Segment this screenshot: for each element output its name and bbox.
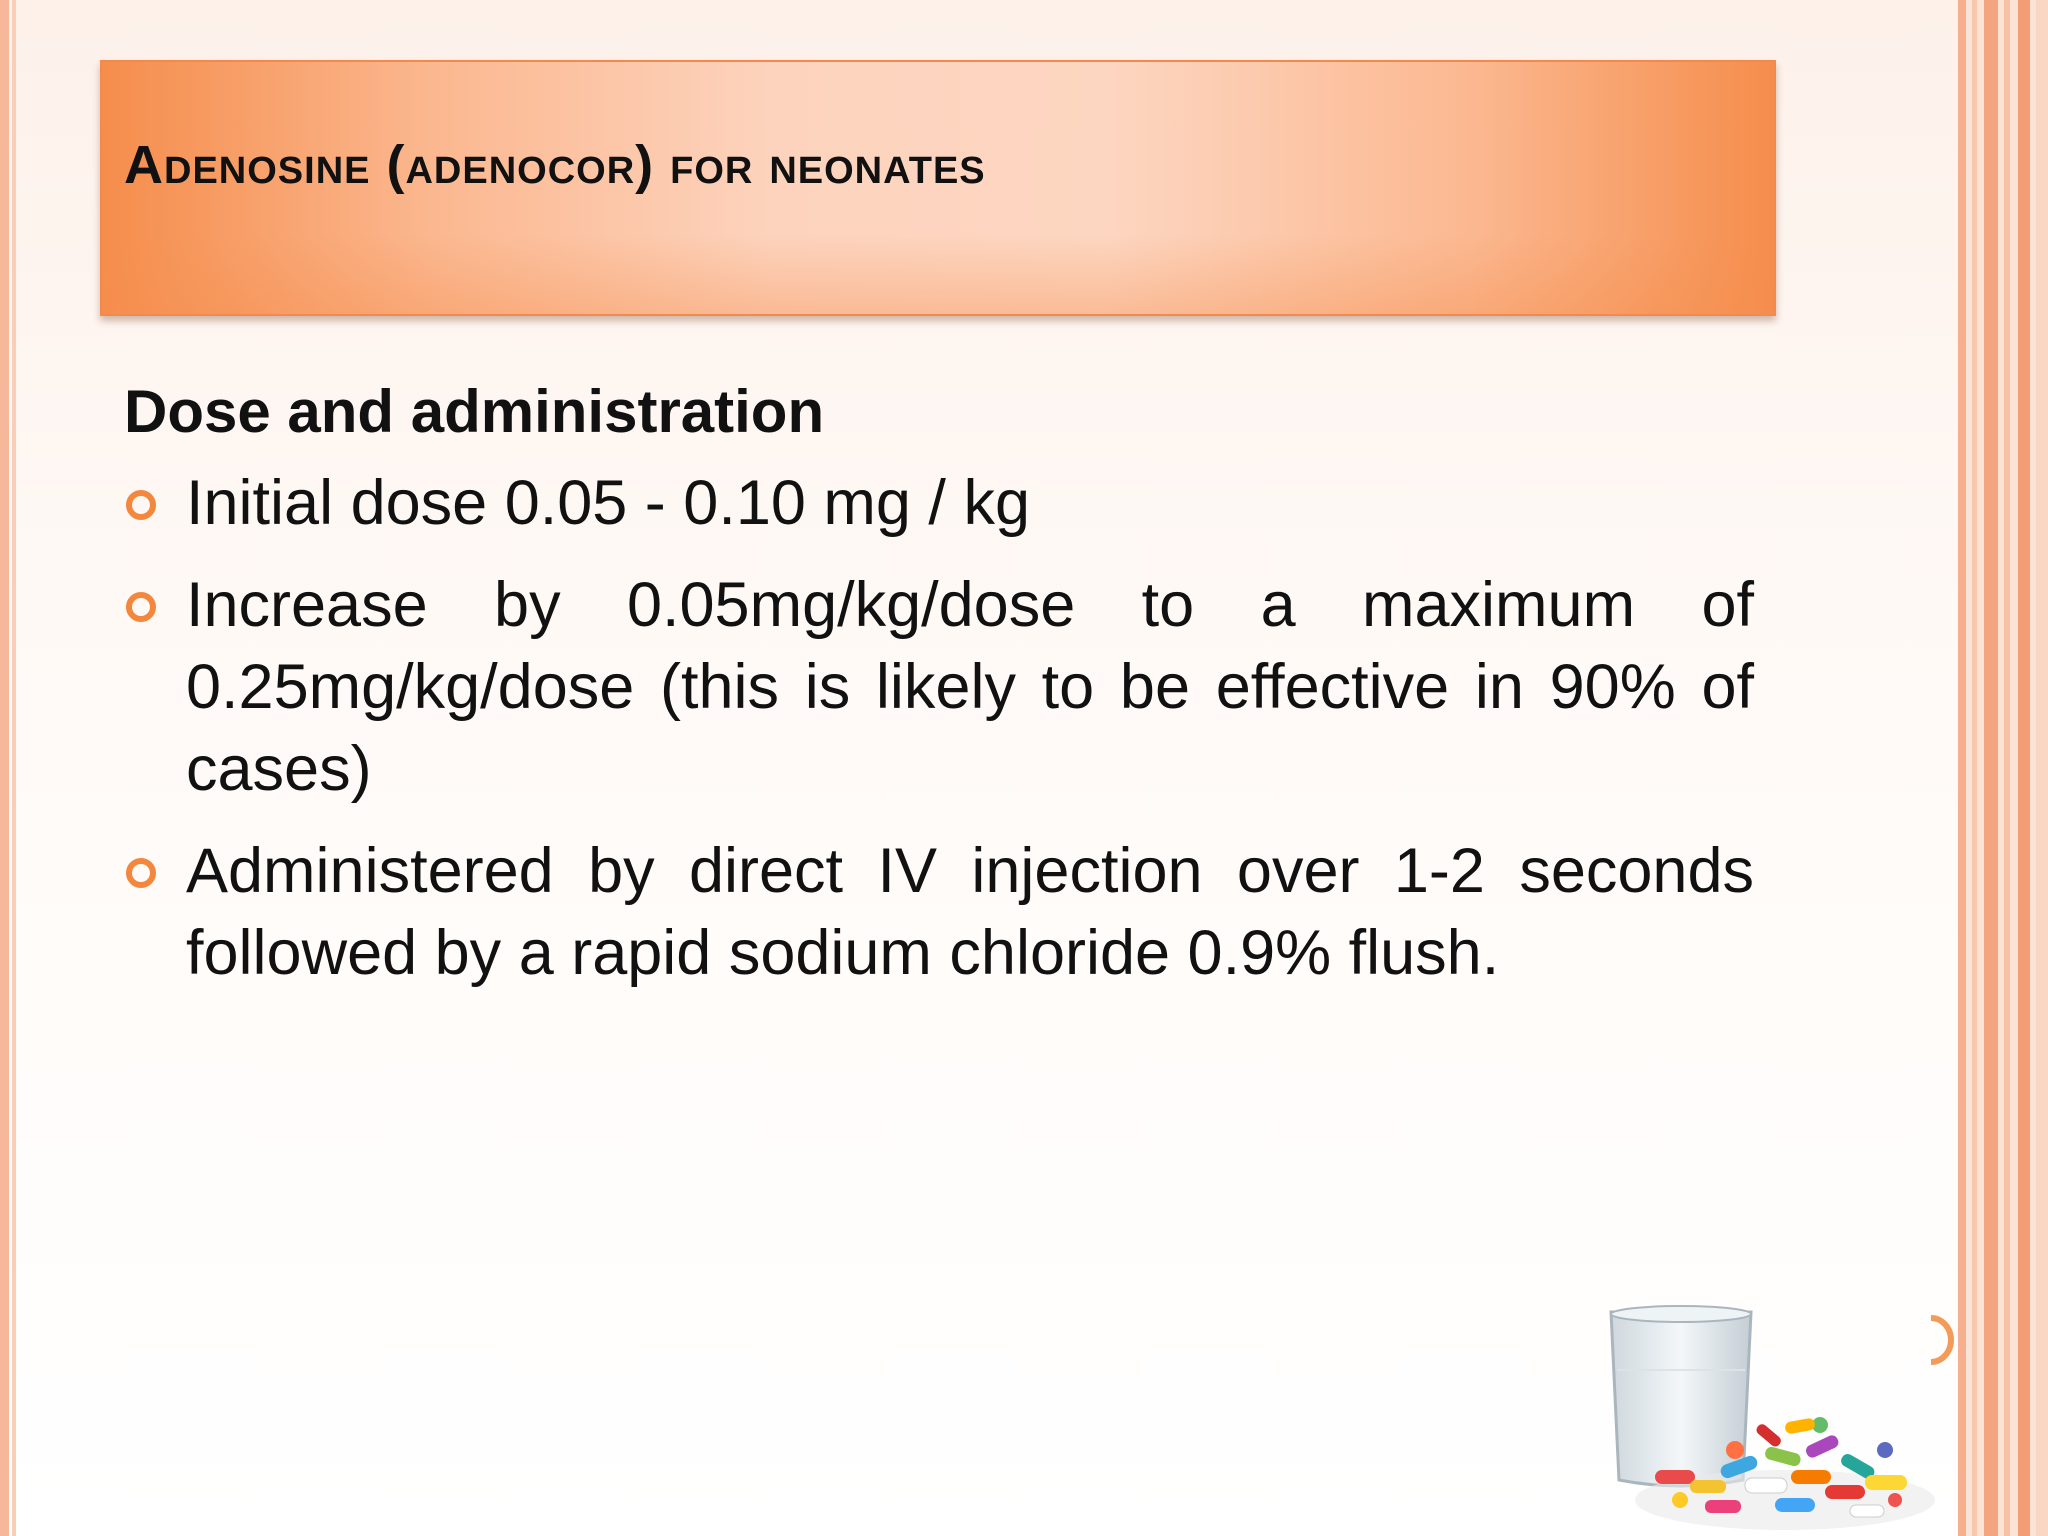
bullet-item <box>124 462 1754 544</box>
right-stripe <box>2036 0 2048 1536</box>
bullet-item <box>124 564 1754 810</box>
bullet-list <box>124 462 1754 994</box>
right-stripe <box>1958 0 1966 1536</box>
title-banner <box>100 60 1776 316</box>
left-decorative-stripe <box>0 0 9 1536</box>
bullet-text: Increase by 0.05mg/kg/dose to a maximum of 0.25mg/kg/dose (this is likely to be effective in 90% of cases) <box>186 570 1754 804</box>
bullet-text: Administered by direct IV injection over 1-2 seconds followed by a rapid sodium chloride 0.9% flush. <box>186 836 1754 988</box>
bullet-text: Initial dose 0.05 - 0.10 mg / kg <box>186 468 1030 538</box>
right-stripe <box>2018 0 2030 1536</box>
right-stripe <box>1984 0 1998 1536</box>
section-heading: Dose and administration <box>124 378 825 445</box>
hollow-circle-bullet-icon <box>126 490 156 520</box>
glass-and-pills-image <box>1595 1300 1935 1536</box>
hollow-circle-bullet-icon <box>126 858 156 888</box>
left-decorative-stripe-thin <box>12 0 16 1536</box>
bullet-item <box>124 830 1754 994</box>
hollow-circle-bullet-icon <box>126 592 156 622</box>
slide-title: Adenosine (adenocor) for neonates <box>124 135 986 195</box>
glass-icon <box>1611 1306 1751 1486</box>
right-stripe <box>1972 0 1977 1536</box>
slide-content <box>124 372 1754 1014</box>
right-stripe <box>2004 0 2010 1536</box>
